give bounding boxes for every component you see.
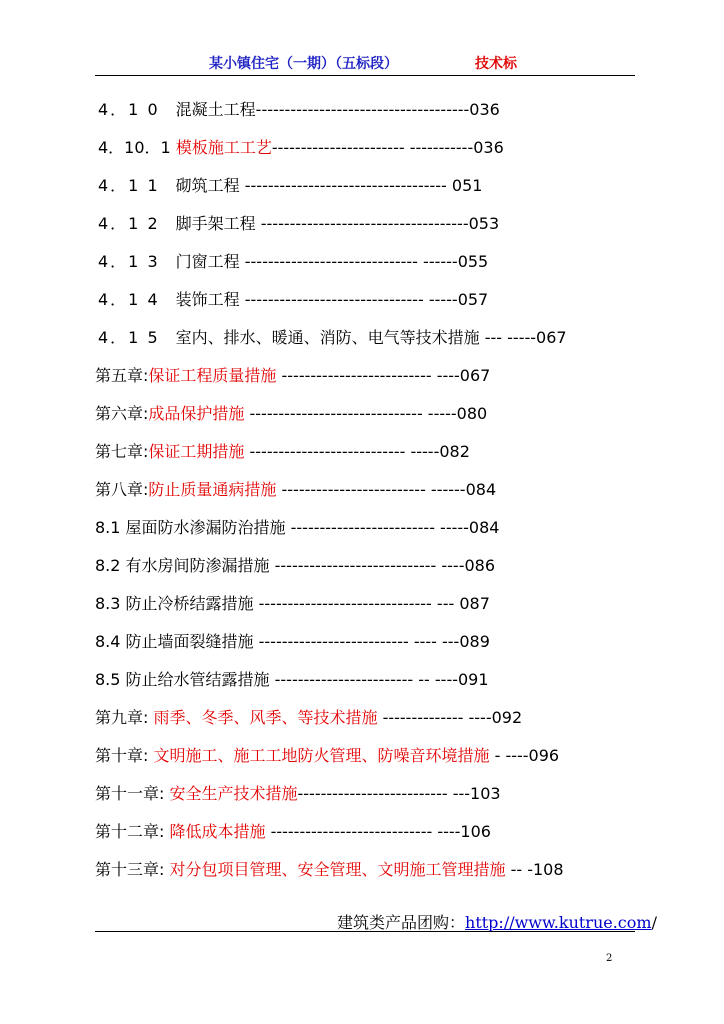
toc-page-number: 092 [491,708,523,727]
toc-title-highlight: 对分包项目管理、安全管理、文明施工管理措施 [169,860,506,879]
toc-page-number: 096 [528,746,560,765]
toc-title-highlight: 降低成本措施 [169,822,266,841]
toc-entry [95,670,489,690]
toc-title: 装饰工程 [175,290,245,309]
toc-leader: --------------------------- ----- [244,442,440,461]
toc-entry [95,708,522,728]
toc-leader: ----------------------------------- [244,176,452,195]
footer [337,910,657,933]
toc-entry [95,822,491,842]
toc-title: 防止墙面裂缝措施 [125,632,259,651]
toc-number: 4．1 5 [98,328,160,347]
toc-leader: ---------------------------- ---- [265,822,461,841]
toc-number: 4．1 3 [98,252,160,271]
toc-entry [98,290,488,310]
toc-gap [160,176,176,195]
toc-leader: ----------------------- ----------- [271,138,474,157]
toc-title: 室内、排水、暖通、消防、电气等技术措施 [175,328,485,347]
toc-page-number: 051 [451,176,483,195]
toc-leader: ------------------------------ ----- [244,404,457,423]
toc-number: 第十二章: [95,822,170,841]
toc-gap [160,328,176,347]
toc-entry [95,366,490,386]
toc-leader: ------------------------------ --- [258,594,460,613]
toc-leader: ------------------------ -- ---- [274,670,458,689]
toc-number: 4．1 1 [98,176,160,195]
toc-leader: ------------------------------------ [260,214,469,233]
toc-number: 第十一章: [95,784,170,803]
toc-title-highlight: 保证工期措施 [148,442,245,461]
toc-title: 防止给水管结露措施 [125,670,275,689]
toc-leader: ------------------------- ----- [290,518,469,537]
header-title: 某小镇住宅（一期）（五标段） [209,56,398,72]
toc-title-highlight: 成品保护措施 [148,404,245,423]
toc-title-highlight: 防止质量通病措施 [148,480,277,499]
toc-number: 第十三章: [95,860,170,879]
toc-gap [160,290,176,309]
toc-title: 门窗工程 [175,252,245,271]
footer-divider [95,931,635,932]
toc-number: 8.4 [95,632,126,651]
page-header [95,51,635,76]
toc-page-number: 108 [533,860,564,879]
toc-entry [95,632,490,652]
toc-page-number: 067 [459,366,491,385]
toc-page-number: 106 [460,822,491,841]
toc-leader: ------------------------------- ----- [244,290,458,309]
toc-number: 第八章: [95,480,149,499]
toc-title: 混凝土工程 [175,100,256,119]
toc-number: 第七章: [95,442,149,461]
toc-entry [95,784,501,804]
toc-entry [98,214,499,234]
page-number: 2 [606,953,613,964]
toc-entry [95,746,559,766]
toc-entry [95,860,564,880]
toc-number: 8.5 [95,670,126,689]
toc-title-highlight: 保证工程质量措施 [148,366,277,385]
toc-entry [95,480,496,500]
toc-page-number: 067 [536,328,567,347]
toc-entry [98,100,500,120]
toc-title: 有水房间防渗漏措施 [125,556,275,575]
toc-leader: -- - [505,860,533,879]
toc-title-highlight: 模板施工工艺 [175,138,272,157]
toc-page-number: 087 [459,594,490,613]
toc-page-number: 084 [465,480,497,499]
toc-leader: -------------------------- ---- --- [258,632,460,651]
toc-leader: -------------------------- --- [297,784,471,803]
toc-entry [95,556,495,576]
toc-title: 防止冷桥结露措施 [125,594,259,613]
toc-number: 第五章: [95,366,149,385]
toc-page-number: 036 [473,138,504,157]
toc-number: 第六章: [95,404,149,423]
toc-page-number: 084 [468,518,500,537]
toc-page-number: 053 [468,214,500,233]
toc-page-number: 103 [470,784,501,803]
toc-title: 脚手架工程 [175,214,261,233]
toc-page-number: 082 [439,442,470,461]
toc-entry [98,138,504,158]
toc-number: 第九章: [95,708,154,727]
header-label: 技术标 [475,56,517,72]
toc-title-highlight: 文明施工、施工工地防火管理、防噪音环境措施 [153,746,490,765]
toc-page-number: 080 [456,404,488,423]
toc-entry [98,328,567,348]
toc-title-highlight: 雨季、冬季、风季、等技术措施 [153,708,378,727]
toc-leader: -------------------------- ---- [276,366,460,385]
toc-title-highlight: 安全生产技术措施 [169,784,298,803]
toc-entry [95,518,499,538]
footer-link[interactable]: http://www.kutrue.com [465,913,652,932]
toc-entry [95,594,490,614]
toc-entry [95,442,470,462]
toc-gap [160,100,176,119]
toc-number: 8.1 [95,518,126,537]
toc-number: 4．10．1 [98,138,176,157]
toc-page-number: 089 [459,632,490,651]
footer-slash: / [651,913,657,932]
toc-gap [160,214,176,233]
toc-leader: ------------------------- ------ [276,480,466,499]
toc-entry [95,404,487,424]
toc-leader: -------------- ---- [377,708,492,727]
toc-page-number: 057 [457,290,489,309]
toc-leader: --- ----- [484,328,537,347]
toc-leader: ------------------------------ ------ [244,252,458,271]
toc-title: 砌筑工程 [175,176,245,195]
toc-number: 8.3 [95,594,126,613]
toc-entry [98,252,488,272]
toc-page-number: 086 [464,556,496,575]
toc-leader: ---------------------------- ---- [274,556,465,575]
footer-label: 建筑类产品团购： [337,913,466,932]
toc-number: 4．1 4 [98,290,160,309]
toc-number: 4．1 0 [98,100,160,119]
toc-leader: ------------------------------------- [255,100,470,119]
toc-number: 第十章: [95,746,154,765]
toc-entry [98,176,482,196]
toc-page-number: 055 [457,252,489,271]
toc-title: 屋面防水渗漏防治措施 [125,518,291,537]
toc-gap [160,252,176,271]
toc-leader: - ---- [489,746,529,765]
toc-page-number: 091 [458,670,489,689]
toc-number: 4．1 2 [98,214,160,233]
toc-number: 8.2 [95,556,126,575]
toc-page-number: 036 [469,100,500,119]
